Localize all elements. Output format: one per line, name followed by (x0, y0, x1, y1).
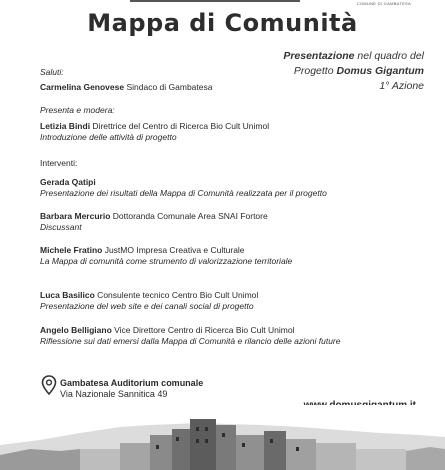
speaker-name: Carmelina Genovese (40, 82, 125, 92)
speaker-topic: Riflessione sui dati emersi dalla Mappa di Comunità e rilancio delle azioni future (40, 336, 341, 346)
presentation-line1-rest: nel quadro del (354, 50, 424, 62)
speaker-topic: Introduzione delle attività di progetto (40, 132, 177, 142)
speaker-role: Sindaco di Gambatesa (124, 82, 213, 92)
speaker-name: Angelo Belligiano (40, 325, 112, 335)
page-title: Mappa di Comunità (87, 9, 358, 37)
town-photo (0, 405, 445, 470)
presenta-label: Presenta e modera: (40, 105, 115, 115)
intervento-item (40, 177, 327, 199)
presentation-block (283, 49, 424, 94)
top-border (130, 0, 300, 2)
venue-block (60, 378, 203, 400)
saluti-section (40, 67, 212, 93)
speaker-name: Luca Basilico (40, 290, 95, 300)
speaker-name: Gerada Qatipi (40, 177, 96, 187)
speaker-topic: Discussant (40, 222, 82, 232)
speaker-role: Vice Direttore Centro di Ricerca Bio Cult Unimol (111, 325, 295, 335)
intervento-item (40, 325, 341, 347)
azione-label: 1° Azione (379, 80, 424, 92)
intervento-item (40, 290, 258, 312)
presentation-label: Presentazione (283, 50, 355, 62)
speaker-name: Michele Fratino (40, 245, 103, 255)
project-name: Domus Gigantum (336, 65, 424, 77)
speaker-role: JustMO Impresa Creativa e Culturale (102, 245, 245, 255)
venue-address: Via Nazionale Sannitica 49 (60, 389, 168, 399)
speaker-topic: Presentazione dei risultati della Mappa di Comunità realizzata per il progetto (40, 188, 327, 198)
project-prefix: Progetto (293, 65, 337, 77)
speaker-topic: La Mappa di comunità come strumento di valorizzazione territoriale (40, 256, 293, 266)
speaker-topic: Presentazione del web site e dei canali social di progetto (40, 301, 254, 311)
venue-title: Gambatesa Auditorium comunale (60, 378, 204, 388)
interventi-label: Interventi: (40, 158, 78, 168)
speaker-name: Letizia Bindi (40, 121, 91, 131)
speaker-name: Barbara Mercurio (40, 211, 111, 221)
intervento-item (40, 211, 268, 233)
location-pin-icon (41, 375, 57, 395)
speaker-role: Consulente tecnico Centro Bio Cult Unimol (94, 290, 259, 300)
saluti-label: Saluti: (40, 67, 64, 77)
intervento-item (40, 245, 310, 267)
speaker-role: Direttrice del Centro di Ricerca Bio Cult Unimol (90, 121, 270, 131)
speaker-role: Dottoranda Comunale Area SNAI Fortore (110, 211, 268, 221)
comune-label: COMUNE DI GAMBATESA (356, 1, 411, 6)
presenta-section (40, 105, 269, 143)
